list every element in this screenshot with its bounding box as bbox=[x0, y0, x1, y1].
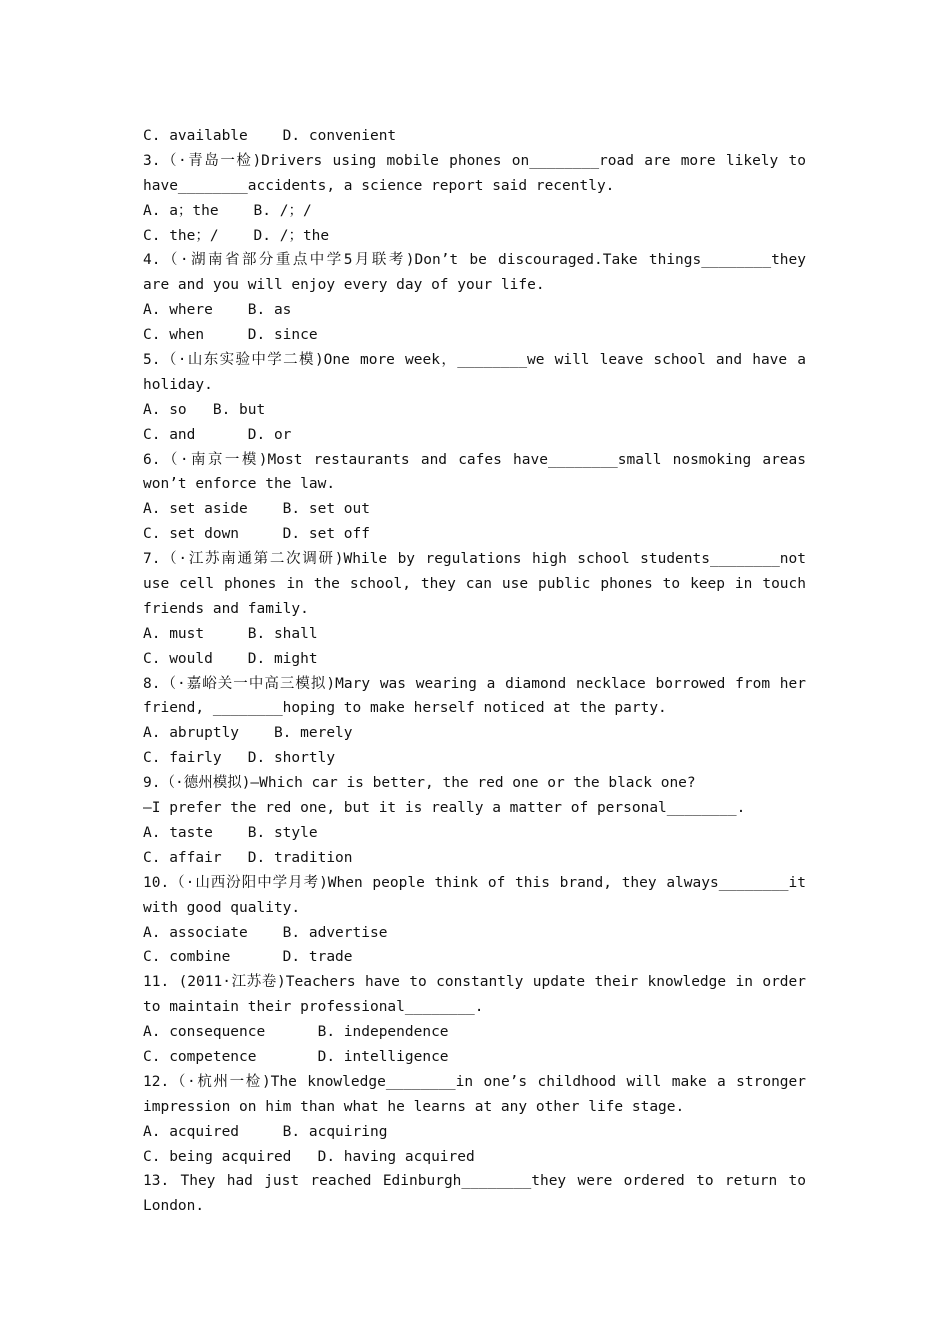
option-line: A. where B. as bbox=[143, 302, 292, 319]
option-line: A. so B. but bbox=[143, 401, 266, 418]
option-line: A. must B. shall bbox=[143, 625, 318, 642]
option-line: A. a；the B. /；/ bbox=[143, 202, 312, 219]
option-line: A. associate B. advertise bbox=[143, 924, 388, 941]
option-line: A. consequence B. independence bbox=[143, 1024, 449, 1041]
option-line: C. when D. since bbox=[143, 327, 318, 344]
text-line: London. bbox=[143, 1198, 205, 1215]
question-line: 8.（·嘉峪关一中高三模拟)Mary was wearing a diamond necklace borrowed from her bbox=[143, 675, 806, 692]
option-line: A. set aside B. set out bbox=[143, 501, 370, 518]
question-line: 9.（·德州模拟)—Which car is better, the red one or the black one? bbox=[143, 775, 696, 792]
question-line: 10.（·山西汾阳中学月考)When people think of this brand, they always________it bbox=[143, 874, 806, 891]
option-line: C. competence D. intelligence bbox=[143, 1048, 449, 1065]
option-line: C. combine D. trade bbox=[143, 949, 353, 966]
text-line: friend, ________hoping to make herself noticed at the party. bbox=[143, 700, 667, 717]
question-line: 6.（·南京一模)Most restaurants and cafes have________small nosmoking areas bbox=[143, 451, 806, 468]
text-line: holiday. bbox=[143, 376, 213, 393]
text-line: won’t enforce the law. bbox=[143, 476, 336, 493]
text-line: are and you will enjoy every day of your life. bbox=[143, 277, 545, 294]
option-line: C. and D. or bbox=[143, 426, 292, 443]
question-line: 3.（·青岛一检)Drivers using mobile phones on________road are more likely to bbox=[143, 152, 806, 169]
option-line: A. acquired B. acquiring bbox=[143, 1123, 388, 1140]
text-line: to maintain their professional________. bbox=[143, 999, 484, 1016]
text-line: have________accidents, a science report said recently. bbox=[143, 177, 615, 194]
text-line: use cell phones in the school, they can use public phones to keep in touch bbox=[143, 576, 806, 593]
question-line: 7.（·江苏南通第二次调研)While by regulations high school students________not bbox=[143, 551, 806, 568]
option-line: A. taste B. style bbox=[143, 824, 318, 841]
option-line: C. being acquired D. having acquired bbox=[143, 1148, 475, 1165]
option-line: C. fairly D. shortly bbox=[143, 750, 336, 767]
text-line: impression on him than what he learns at any other life stage. bbox=[143, 1098, 685, 1115]
option-line: C. affair D. tradition bbox=[143, 849, 353, 866]
text-line: C. available D. convenient bbox=[143, 128, 397, 144]
question-line: 4.（·湖南省部分重点中学5月联考)Don’t be discouraged.Take things________they bbox=[143, 252, 806, 269]
option-line: C. would D. might bbox=[143, 650, 318, 667]
question-line: 5.（·山东实验中学二模)One more week，________we will leave school and have a bbox=[143, 352, 806, 369]
option-line: C. the；/ D. /；the bbox=[143, 227, 330, 244]
question-line: 13. They had just reached Edinburgh________they were ordered to return to bbox=[143, 1173, 806, 1190]
question-line: 12.（·杭州一检)The knowledge________in one’s childhood will make a stronger bbox=[143, 1073, 806, 1090]
text-line: friends and family. bbox=[143, 600, 309, 617]
text-line: with good quality. bbox=[143, 899, 301, 916]
option-line: C. set down D. set off bbox=[143, 526, 370, 543]
option-line: A. abruptly B. merely bbox=[143, 725, 353, 742]
question-line: 11. (2011·江苏卷)Teachers have to constantly update their knowledge in order bbox=[143, 974, 806, 991]
text-line: —I prefer the red one, but it is really a matter of personal________. bbox=[143, 800, 746, 817]
document-page bbox=[143, 124, 806, 1219]
